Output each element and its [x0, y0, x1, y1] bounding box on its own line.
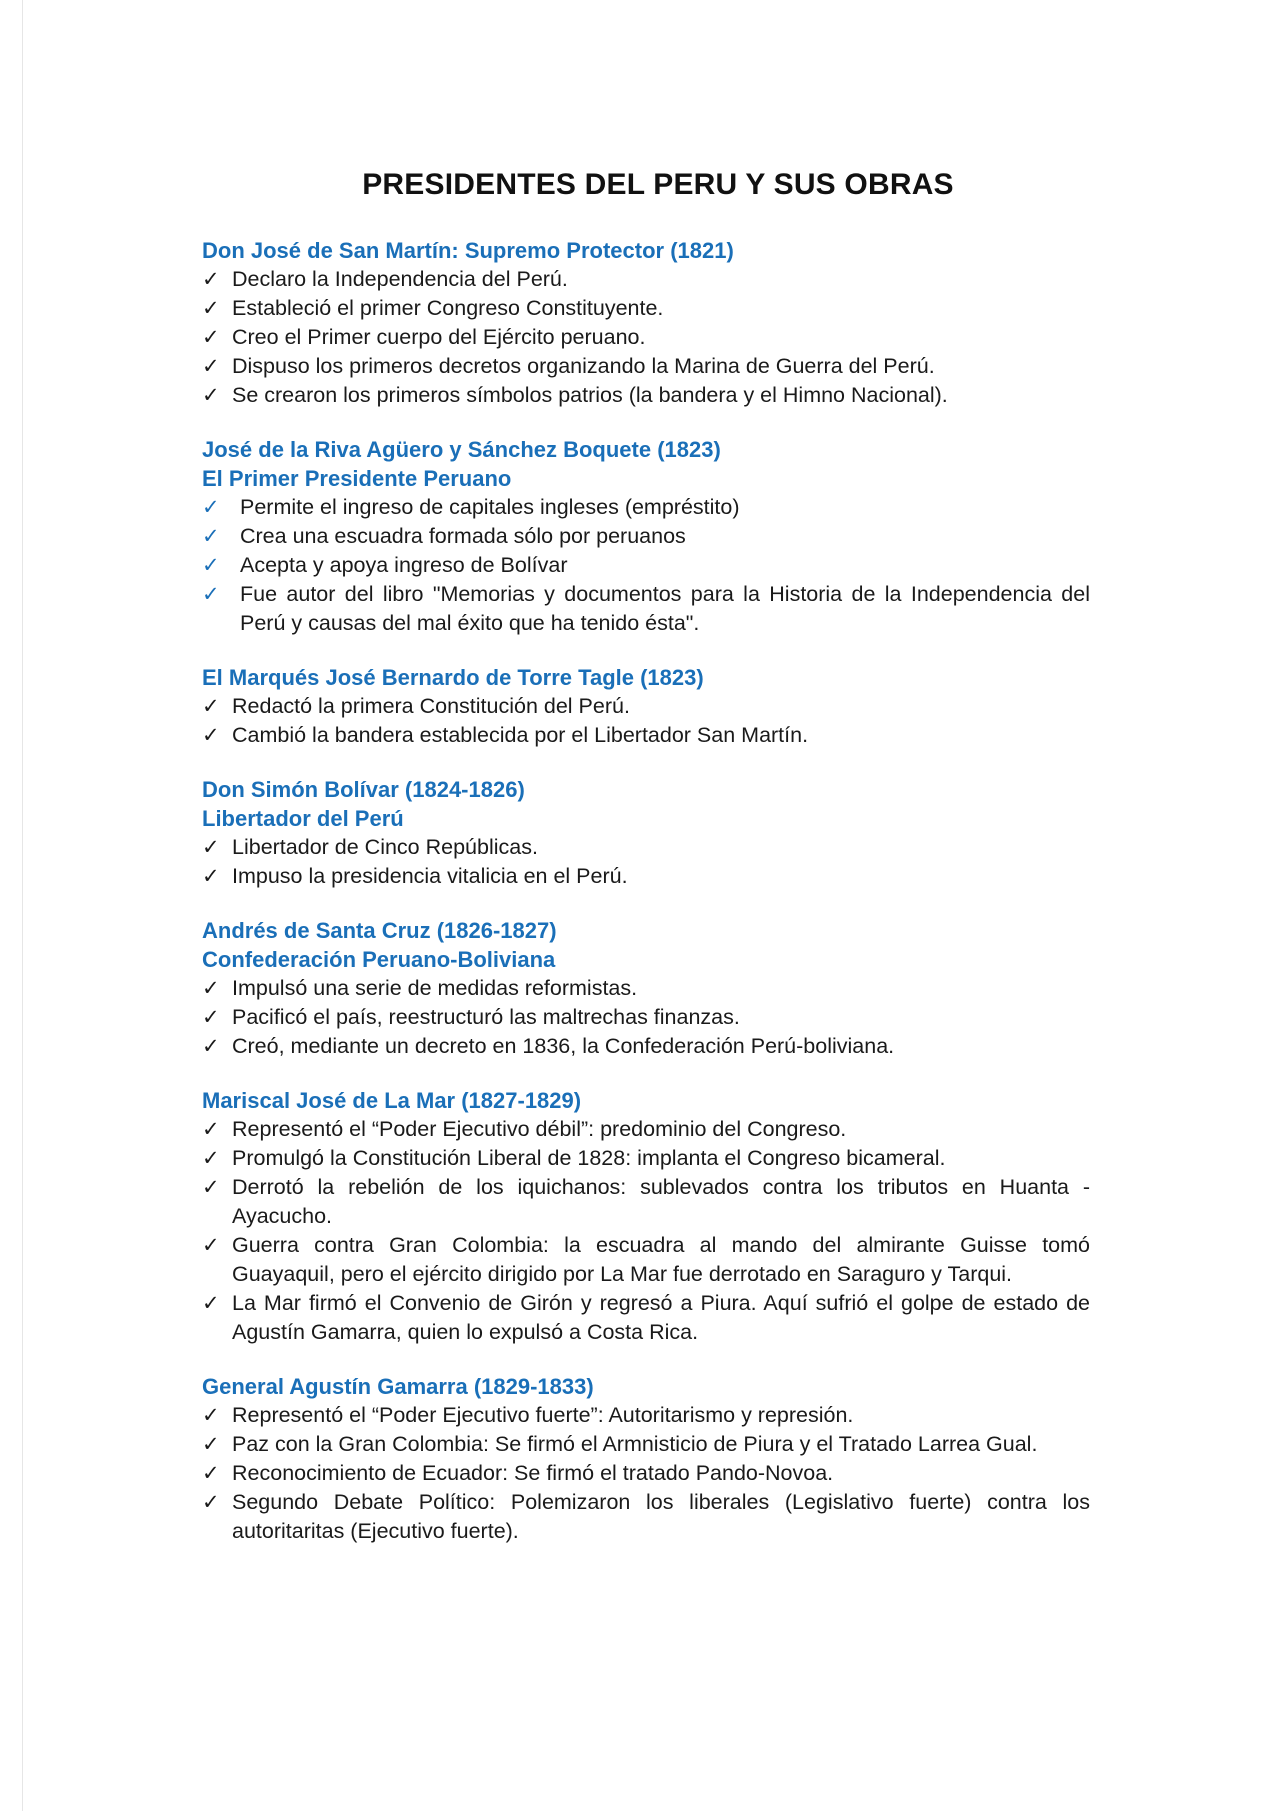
checkmark-icon: ✓: [202, 695, 220, 718]
list-item-text: Se crearon los primeros símbolos patrios (la bandera y el Himno Nacional).: [232, 383, 948, 407]
checkmark-icon: ✓: [202, 355, 220, 378]
checkmark-icon: ✓: [202, 1462, 220, 1485]
achievement-list: [202, 1401, 1090, 1546]
section-heading: Don José de San Martín: Supremo Protector (1821): [202, 238, 734, 263]
section-heading: José de la Riva Agüero y Sánchez Boquete (1823): [202, 437, 721, 462]
list-item-text: Declaro la Independencia del Perú.: [232, 267, 568, 291]
list-item: [202, 1003, 1090, 1032]
list-item-text: Fue autor del libro "Memorias y documentos para la Historia de la Independencia del Perú y causas del mal éxito que ha tenido ésta".: [240, 582, 1090, 635]
list-item-text: Dispuso los primeros decretos organizando la Marina de Guerra del Perú.: [232, 354, 935, 378]
checkmark-icon: ✓: [202, 326, 220, 349]
achievement-list: [202, 1115, 1090, 1347]
list-item: [202, 1430, 1090, 1459]
list-item-text: Estableció el primer Congreso Constituyente.: [232, 296, 664, 320]
list-item-text: Pacificó el país, reestructuró las maltrechas finanzas.: [232, 1005, 740, 1029]
checkmark-icon: ✓: [202, 1147, 220, 1170]
list-item-text: Permite el ingreso de capitales ingleses (empréstito): [240, 495, 740, 519]
checkmark-icon: ✓: [202, 1292, 220, 1315]
list-item-text: Reconocimiento de Ecuador: Se firmó el tratado Pando-Novoa.: [232, 1461, 834, 1485]
section-heading: Mariscal José de La Mar (1827-1829): [202, 1088, 582, 1113]
checkmark-icon: ✓: [202, 977, 220, 1000]
list-item: [202, 1488, 1090, 1546]
list-item: [202, 1231, 1090, 1289]
sections-container: [202, 236, 1090, 1546]
checkmark-icon: ✓: [202, 1006, 220, 1029]
checkmark-icon: ✓: [202, 1491, 220, 1514]
list-item-text: Representó el “Poder Ejecutivo débil”: predominio del Congreso.: [232, 1117, 847, 1141]
president-section: [202, 916, 1090, 1061]
list-item: [202, 1144, 1090, 1173]
president-section: [202, 236, 1090, 410]
document-body: [202, 168, 1090, 1571]
list-item: [202, 692, 1090, 721]
section-subheading: Libertador del Perú: [202, 806, 404, 831]
section-heading: Don Simón Bolívar (1824-1826): [202, 777, 525, 802]
checkmark-icon: ✓: [202, 297, 220, 320]
list-item-text: Cambió la bandera establecida por el Libertador San Martín.: [232, 723, 809, 747]
list-item: [202, 721, 1090, 750]
achievement-list: [202, 974, 1090, 1061]
list-item: [202, 1401, 1090, 1430]
checkmark-icon: ✓: [202, 1118, 220, 1141]
list-item: [202, 1459, 1090, 1488]
section-subheading: Confederación Peruano-Boliviana: [202, 947, 556, 972]
section-heading: Andrés de Santa Cruz (1826-1827): [202, 918, 557, 943]
president-section: [202, 775, 1090, 891]
president-section: [202, 1372, 1090, 1546]
list-item: [202, 1032, 1090, 1061]
list-item-text: Derrotó la rebelión de los iquichanos: sublevados contra los tributos en Huanta -Ayacucho.: [232, 1175, 1090, 1228]
achievement-list: [202, 265, 1090, 410]
president-section: [202, 435, 1090, 638]
list-item: [202, 551, 1090, 580]
checkmark-icon: ✓: [202, 583, 220, 606]
checkmark-icon: ✓: [202, 1433, 220, 1456]
list-item: [202, 974, 1090, 1003]
achievement-list: [202, 493, 1090, 638]
list-item-text: Representó el “Poder Ejecutivo fuerte”: Autoritarismo y represión.: [232, 1403, 854, 1427]
list-item: [202, 522, 1090, 551]
checkmark-icon: ✓: [202, 1404, 220, 1427]
list-item-text: Creo el Primer cuerpo del Ejército peruano.: [232, 325, 646, 349]
list-item-text: Libertador de Cinco Repúblicas.: [232, 835, 538, 859]
checkmark-icon: ✓: [202, 836, 220, 859]
list-item: [202, 294, 1090, 323]
checkmark-icon: ✓: [202, 865, 220, 888]
list-item-text: Guerra contra Gran Colombia: la escuadra al mando del almirante Guisse tomó Guayaquil, pero el ejército dirigido por La Mar fue derrotado en Saraguro y Tarqui.: [232, 1233, 1090, 1286]
checkmark-icon: ✓: [202, 525, 220, 548]
list-item-text: Segundo Debate Político: Polemizaron los liberales (Legislativo fuerte) contra los autoritaritas (Ejecutivo fuerte).: [232, 1490, 1090, 1543]
section-heading: El Marqués José Bernardo de Torre Tagle (1823): [202, 665, 704, 690]
checkmark-icon: ✓: [202, 496, 220, 519]
checkmark-icon: ✓: [202, 554, 220, 577]
achievement-list: [202, 692, 1090, 750]
list-item-text: La Mar firmó el Convenio de Girón y regresó a Piura. Aquí sufrió el golpe de estado de Agustín Gamarra, quien lo expulsó a Costa Rica.: [232, 1291, 1090, 1344]
section-heading: General Agustín Gamarra (1829-1833): [202, 1374, 594, 1399]
list-item: [202, 580, 1090, 638]
list-item: [202, 352, 1090, 381]
list-item: [202, 493, 1090, 522]
list-item-text: Crea una escuadra formada sólo por peruanos: [240, 524, 686, 548]
list-item-text: Acepta y apoya ingreso de Bolívar: [240, 553, 568, 577]
president-section: [202, 1086, 1090, 1347]
checkmark-icon: ✓: [202, 268, 220, 291]
page-title: PRESIDENTES DEL PERU Y SUS OBRAS: [362, 168, 954, 201]
list-item: [202, 381, 1090, 410]
checkmark-icon: ✓: [202, 1234, 220, 1257]
list-item: [202, 833, 1090, 862]
checkmark-icon: ✓: [202, 384, 220, 407]
list-item: [202, 1115, 1090, 1144]
checkmark-icon: ✓: [202, 1176, 220, 1199]
section-subheading: El Primer Presidente Peruano: [202, 466, 512, 491]
list-item: [202, 862, 1090, 891]
list-item: [202, 1289, 1090, 1347]
achievement-list: [202, 833, 1090, 891]
list-item-text: Promulgó la Constitución Liberal de 1828: implanta el Congreso bicameral.: [232, 1146, 946, 1170]
list-item: [202, 265, 1090, 294]
checkmark-icon: ✓: [202, 724, 220, 747]
page-edge-line: [22, 0, 23, 1811]
checkmark-icon: ✓: [202, 1035, 220, 1058]
list-item-text: Impulsó una serie de medidas reformistas.: [232, 976, 638, 1000]
list-item-text: Creó, mediante un decreto en 1836, la Confederación Perú-boliviana.: [232, 1034, 895, 1058]
list-item-text: Paz con la Gran Colombia: Se firmó el Armnisticio de Piura y el Tratado Larrea Gual.: [232, 1432, 1038, 1456]
president-section: [202, 663, 1090, 750]
list-item: [202, 1173, 1090, 1231]
list-item: [202, 323, 1090, 352]
list-item-text: Impuso la presidencia vitalicia en el Perú.: [232, 864, 628, 888]
list-item-text: Redactó la primera Constitución del Perú.: [232, 694, 630, 718]
